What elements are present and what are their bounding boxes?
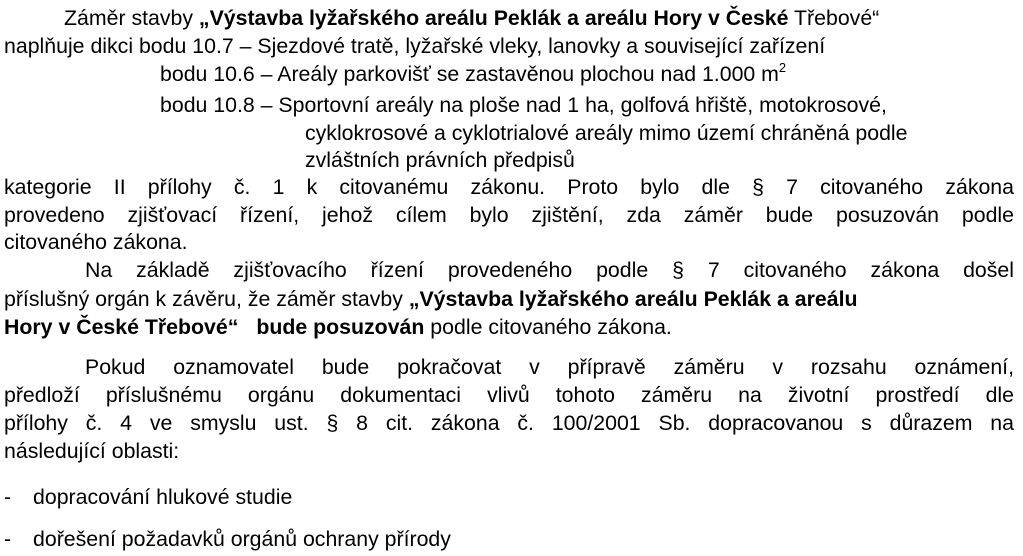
- list-item-2: dořešení požadavků orgánů ochrany přírody: [33, 527, 451, 551]
- para3-line-3: přílohy č. 4 ve smyslu ust. § 8 cit. zákona č. 100/2001 Sb. dopracovanou s důrazem na: [4, 411, 1014, 435]
- list-dash-1: -: [4, 485, 12, 509]
- project-name-2b: Hory v České Třebové“: [4, 315, 239, 339]
- bude-posuzovan: bude posuzován: [256, 315, 425, 339]
- bod-10-8-line-3: zvláštních právních předpisů: [305, 148, 575, 172]
- bod-10-8-line-1: bodu 10.8 – Sportovní areály na ploše nad 1 ha, golfová hřiště, motokrosové,: [160, 93, 887, 117]
- para3-line-4: následující oblasti:: [4, 439, 180, 463]
- list-item-1: dopracování hlukové studie: [33, 485, 293, 509]
- bod-10-8-line-2: cyklokrosové a cyklotrialové areály mimo území chráněná podle: [305, 121, 908, 145]
- project-name-end: Třebové“: [788, 6, 880, 30]
- intro-line-2: naplňuje dikci bodu 10.7 – Sjezdové tratě, lyžařské vleky, lanovky a související zařízení: [4, 34, 826, 58]
- para2-line-1: Na základě zjišťovacího řízení provedeného podle § 7 citovaného zákona došel: [85, 258, 1014, 282]
- para1-line-1: kategorie II přílohy č. 1 k citovanému zákonu. Proto bylo dle § 7 citovaného zákona: [4, 175, 1014, 199]
- para2-line-3-rest: podle citovaného zákona.: [424, 315, 672, 339]
- intro-line-1: [64, 6, 879, 31]
- para1-line-3: citovaného zákona.: [4, 230, 188, 254]
- bod-10-6-text: bodu 10.6 – Areály parkovišť se zastavěnou plochou nad 1.000 m: [160, 62, 779, 86]
- list-dash-2: -: [4, 527, 12, 551]
- bod-10-6: [160, 62, 786, 87]
- para1-line-2: provedeno zjišťovací řízení, jehož cílem bylo zjištění, zda záměr bude posuzován podle: [4, 203, 1014, 227]
- para3-line-2: předloží příslušnému orgánu dokumentaci vlivů tohoto záměru na životní prostředí dle: [4, 383, 1014, 407]
- para2-line-2-pre: příslušný orgán k závěru, že záměr stavby: [4, 287, 409, 311]
- intro-pre: Záměr stavby: [64, 6, 199, 30]
- project-name-2a: „Výstavba lyžařského areálu Peklák a areálu: [408, 287, 858, 311]
- para2-line-3: [4, 315, 672, 340]
- para2-line-2: [4, 287, 858, 312]
- superscript-2: 2: [778, 60, 787, 75]
- para3-line-1: Pokud oznamovatel bude pokračovat v přípravě záměru v rozsahu oznámení,: [85, 355, 1014, 379]
- project-name: „Výstavba lyžařského areálu Peklák a areálu Hory v České: [198, 6, 789, 30]
